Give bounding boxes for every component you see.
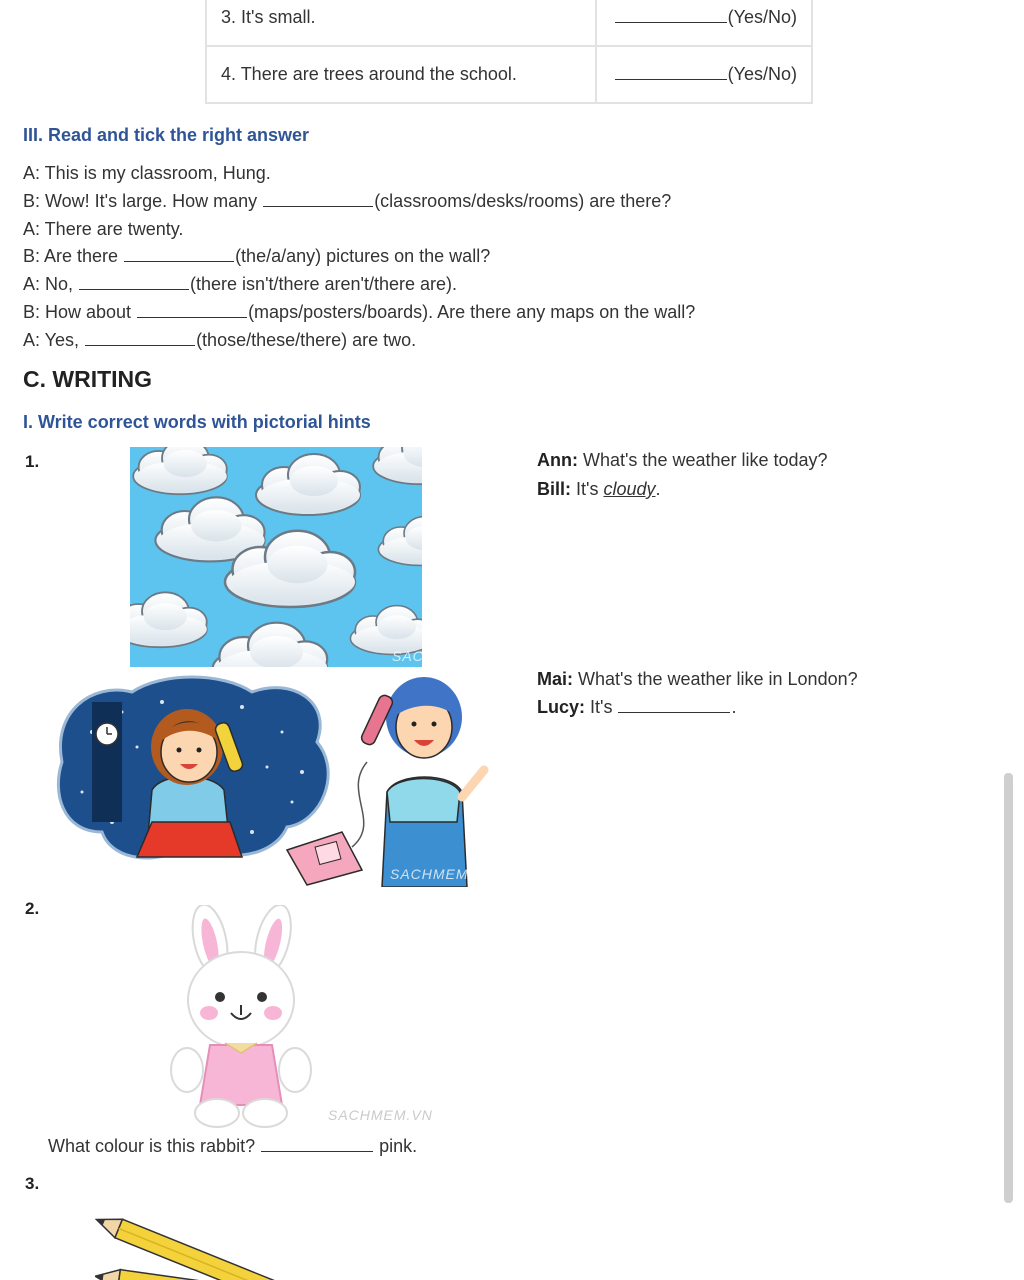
rabbit-question-line [48,1136,417,1157]
question-text: What colour is this rabbit? [48,1136,256,1156]
line-text: A: There are twenty. [23,219,184,239]
table-question: 4. There are trees around the school. [206,46,596,103]
dialog-bill [537,479,661,500]
dialog-text: . [731,697,737,717]
pencil-picture [95,1215,335,1280]
line-text: B: How about [23,302,137,322]
speaker-label: Ann: [537,450,578,470]
vertical-scrollbar[interactable] [1004,773,1013,1203]
table-answer-cell [596,46,812,103]
dialog-text: It's [585,697,618,717]
speaker-label: Mai: [537,669,573,689]
answer-suffix: pink. [379,1136,418,1156]
dialog-lucy [537,697,736,718]
dialog-line [23,163,271,184]
question-number: 1. [25,452,40,471]
line-options: (maps/posters/boards). Are there any maps on the wall? [248,302,696,322]
dialog-text: What's the weather like today? [577,450,828,470]
line-options: (classrooms/desks/rooms) are there? [374,191,672,211]
line-text: A: This is my classroom, Hung. [23,163,271,183]
line-options: (the/a/any) pictures on the wall? [235,246,491,266]
line-text: B: Are there [23,246,124,266]
table-answer-cell [596,0,812,46]
answer-blank[interactable] [263,205,373,207]
clouds-picture [130,447,422,667]
dialog-text: It's [571,479,604,499]
question-number: 3. [25,1174,40,1193]
dialog-line [23,191,671,212]
dialog-text: What's the weather like in London? [573,669,858,689]
answer-blank[interactable] [85,344,195,346]
speaker-label: Bill: [537,479,571,499]
section-title-writing: C. WRITING [23,366,153,392]
dialog-mai [537,669,858,690]
section-heading-reading: III. Read and tick the right answer [23,125,310,145]
question-number: 2. [25,899,40,918]
example-answer: cloudy [603,479,656,499]
dialog-ann [537,450,828,471]
table-options: (Yes/No) [727,7,797,27]
answer-blank[interactable] [137,316,247,318]
answer-blank[interactable] [79,288,189,290]
watermark: SACHMEM.VN [390,866,495,882]
watermark: SACHMEM.VN [392,648,497,664]
speaker-label: Lucy: [537,697,586,717]
table-row [206,46,812,103]
question-table [205,0,813,104]
watermark: SACHMEM.VN [328,1107,433,1123]
table-question: 3. It's small. [206,0,596,46]
section-heading-writing: I. Write correct words with pictorial hints [23,412,371,432]
answer-blank[interactable] [261,1150,373,1152]
line-text: A: No, [23,274,79,294]
dialog-line [23,274,457,295]
dialog-line [23,302,695,323]
table-options: (Yes/No) [727,64,797,84]
line-text: A: Yes, [23,330,85,350]
answer-blank[interactable] [618,711,730,713]
phone-call-picture [52,672,497,887]
answer-blank[interactable] [124,260,234,262]
line-options: (those/these/there) are two. [196,330,417,350]
dialog-line [23,246,490,267]
table-row [206,0,812,46]
dialog-line [23,219,183,240]
dialog-text: . [655,479,661,499]
line-options: (there isn't/there aren't/there are). [190,274,458,294]
dialog-line [23,330,416,351]
line-text: B: Wow! It's large. How many [23,191,263,211]
rabbit-toy-picture [165,905,315,1130]
